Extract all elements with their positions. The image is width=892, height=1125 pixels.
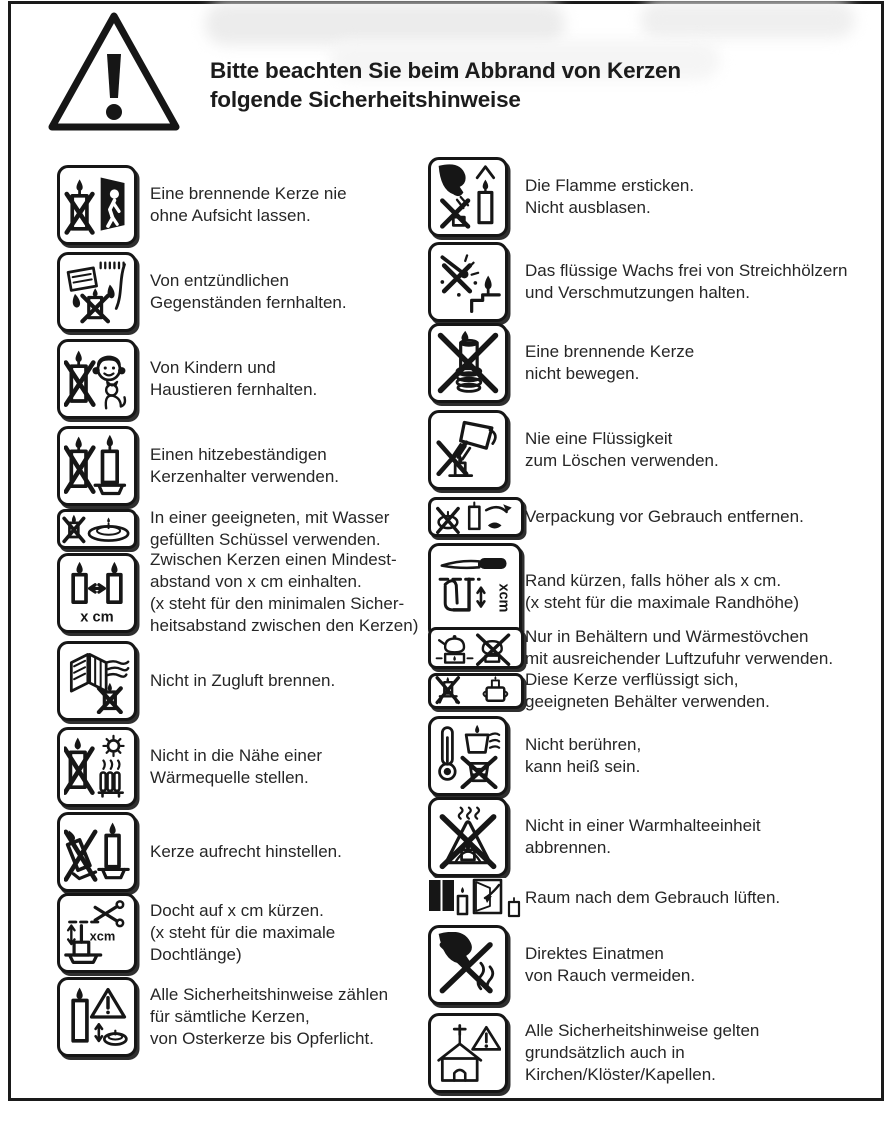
- safety-item-text: Nicht in einer Warmhalteeinheit abbrennen.: [525, 816, 761, 857]
- safety-item-text: Nicht in die Nähe einer Wärmequelle stellen.: [150, 746, 322, 787]
- no-liquid-icon: [435, 417, 501, 483]
- safety-item-text: Kerze aufrecht hinstellen.: [150, 842, 342, 861]
- page-title-line2: folgende Sicherheitshinweise: [210, 87, 521, 112]
- safety-item-text: Raum nach dem Gebrauch lüften.: [525, 888, 781, 907]
- snuff-flame-icon: [435, 164, 501, 230]
- safety-item-not-move: [428, 323, 694, 403]
- remove-packaging-icon: [432, 500, 520, 534]
- hot-surface-icon: [435, 723, 501, 789]
- warning-triangle-icon: [46, 8, 182, 134]
- children-pets-icon: [64, 346, 130, 412]
- scan-artifact: [205, 3, 565, 45]
- safety-item-text: In einer geeigneten, mit Wasser gefüllten Schüssel verwenden.: [150, 508, 390, 549]
- draught-icon: [64, 648, 130, 714]
- safety-item-text: Nicht berühren, kann heiß sein.: [525, 735, 642, 776]
- safety-item-wick-trim: [57, 893, 335, 973]
- safety-item-snuff: [428, 157, 694, 237]
- safety-item-text: Direktes Einatmen von Rauch vermeiden.: [525, 944, 696, 985]
- scan-artifact: [640, 2, 855, 38]
- safety-item-text: Verpackung vor Gebrauch entfernen.: [525, 507, 804, 526]
- liquefying-candle-icon: [432, 676, 520, 706]
- safety-item-hot: [428, 716, 641, 796]
- safety-item-text: Eine brennende Kerze nie ohne Aufsicht lassen.: [150, 184, 347, 225]
- no-food-warmer-icon: [435, 804, 501, 870]
- safety-item-text: Einen hitzebeständigen Kerzenhalter verwenden.: [150, 445, 340, 486]
- safety-item-ventilate: [428, 878, 780, 918]
- safety-item-text: Eine brennende Kerze nicht bewegen.: [525, 342, 695, 383]
- safety-item-church: [428, 1013, 759, 1093]
- safety-item-children-pets: [57, 339, 317, 419]
- safety-item-text: Die Flamme ersticken. Nicht ausblasen.: [525, 176, 695, 217]
- safety-item-text: Das flüssige Wachs frei von Streichhölzern und Verschmutzungen halten.: [525, 261, 848, 302]
- no-smoke-inhale-icon: [435, 932, 501, 998]
- safety-item-text: Nicht in Zugluft brennen.: [150, 671, 336, 690]
- safety-item-warmer: [428, 797, 761, 877]
- heat-source-icon: [64, 734, 130, 800]
- safety-item-text: Zwischen Kerzen einen Mindest- abstand von x cm einhalten. (x steht für den minimalen Sicher- heitsabstand zwischen den Kerzen): [150, 550, 419, 635]
- safety-item-text: Docht auf x cm kürzen. (x steht für die maximale Dochtlänge): [150, 901, 336, 964]
- xcm-label: xcm: [89, 928, 116, 944]
- do-not-move-icon: [435, 330, 501, 396]
- page-title: [210, 56, 681, 114]
- safety-item-all-candles: [57, 977, 388, 1057]
- page-title-line1: Bitte beachten Sie beim Abbrand von Kerzen: [210, 58, 681, 83]
- unattended-candle-icon: [64, 172, 130, 238]
- clean-wax-icon: [435, 249, 501, 315]
- trim-rim-icon: [435, 551, 515, 633]
- xcm-label: xcm: [495, 582, 512, 612]
- safety-item-clean-wax: [428, 242, 848, 322]
- min-distance-icon: [64, 560, 130, 626]
- wick-trim-icon: [64, 900, 130, 966]
- safety-item-liquefy: [428, 670, 770, 711]
- safety-item-text: Nur in Behältern und Wärmestövchen mit ausreichender Luftzufuhr verwenden.: [525, 627, 834, 668]
- safety-item-air-supply: [428, 627, 833, 669]
- safety-item-smoke: [428, 925, 695, 1005]
- water-bowl-icon: [61, 513, 133, 545]
- safety-item-text: Alle Sicherheitshinweise gelten grundsätzlich auch in Kirchen/Klöster/Kapellen.: [525, 1021, 760, 1084]
- safety-item-upright: [57, 812, 342, 892]
- x-cm-label: x cm: [80, 609, 114, 626]
- air-supply-icon: [432, 630, 520, 666]
- safety-item-text: Rand kürzen, falls höher als x cm. (x steht für die maximale Randhöhe): [525, 570, 800, 612]
- safety-item-text: Von entzündlichen Gegenständen fernhalten.: [150, 271, 347, 312]
- church-use-icon: [435, 1020, 501, 1086]
- safety-item-water-bowl: [57, 509, 389, 549]
- safety-item-text: Diese Kerze verflüssigt sich, geeigneten Behälter verwenden.: [525, 670, 770, 711]
- safety-item-packaging: [428, 497, 804, 537]
- flammable-objects-icon: [64, 259, 130, 325]
- safety-item-draught: [57, 641, 335, 721]
- safety-item-no-liquid: [428, 410, 719, 490]
- safety-item-min-distance: [57, 550, 419, 635]
- heatproof-holder-icon: [64, 433, 130, 499]
- safety-item-text: Von Kindern und Haustieren fernhalten.: [150, 358, 318, 399]
- safety-item-text: Nie eine Flüssigkeit zum Löschen verwenden.: [525, 429, 719, 470]
- safety-item-text: Alle Sicherheitshinweise zählen für sämtliche Kerzen, von Osterkerze bis Opferlicht.: [150, 985, 389, 1048]
- safety-item-holder: [57, 426, 339, 506]
- safety-item-unattended: [57, 165, 347, 245]
- ventilate-room-icon: [428, 878, 528, 918]
- all-candle-types-icon: [64, 984, 130, 1050]
- safety-item-heat-source: [57, 727, 322, 807]
- upright-candle-icon: [64, 819, 130, 885]
- safety-item-flammable: [57, 252, 347, 332]
